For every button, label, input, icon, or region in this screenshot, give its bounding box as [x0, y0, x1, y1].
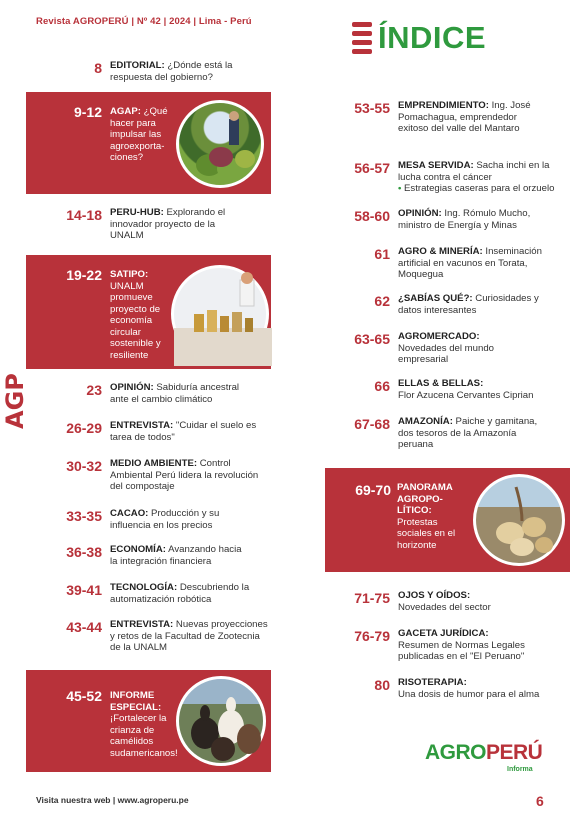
toc-entry-entrevista-zootecnia[interactable] [50, 619, 272, 654]
page-number: 67-68 [354, 416, 390, 432]
toc-entry-opinion[interactable] [50, 382, 260, 405]
page-number: 36-38 [66, 544, 102, 560]
products-photo [171, 265, 269, 363]
agp-side-logo [1, 343, 29, 429]
website-footer[interactable]: Visita nuestra web | www.agroperu.pe [36, 795, 189, 805]
entry-text: ECONOMÍA: Avanzando hacia la integración financiera [110, 544, 242, 567]
toc-entry-economia[interactable] [50, 544, 250, 567]
page-number: 8 [94, 60, 102, 76]
toc-entry-entrevista-suelo[interactable] [50, 420, 260, 443]
toc-entry-agro-mineria[interactable] [340, 246, 558, 281]
page-number: 69-70 [355, 482, 391, 498]
entry-text: ¿SABÍAS QUÉ?: Curiosidades y datos interesantes [398, 293, 539, 316]
toc-entry-ojos-oidos[interactable] [340, 590, 558, 613]
entry-text: AGRO & MINERÍA: Inseminación artificial en vacunos en Torata, Moquegua [398, 246, 542, 280]
potatoes-photo [473, 474, 565, 566]
toc-entry-cacao[interactable] [50, 508, 250, 531]
page-number: 80 [374, 677, 390, 693]
entry-text: INFORME ESPECIAL: ¡Fortalecer la crianza de camélidos sudamericanos! [110, 690, 178, 759]
toc-entry-sabias-que[interactable] [340, 293, 558, 316]
entry-text: MESA SERVIDA: Sacha inchi en la lucha contra el cáncer • Estrategias caseras para el orzuelo [398, 160, 555, 194]
llama-photo [176, 676, 266, 766]
toc-entry-mesa-servida[interactable] [340, 160, 558, 195]
page-number: 45-52 [66, 688, 102, 704]
toc-entry-opinion-mucho[interactable] [340, 208, 558, 231]
page-number: 56-57 [354, 160, 390, 176]
feature-box-satipo[interactable] [26, 255, 271, 369]
page-number: 61 [374, 246, 390, 262]
page-number: 76-79 [354, 628, 390, 644]
feature-box-agap[interactable] [26, 92, 271, 194]
page-number-footer: 6 [536, 793, 544, 809]
toc-entry-risoterapia[interactable] [340, 677, 578, 700]
page-number: 23 [86, 382, 102, 398]
entry-text: ENTREVISTA: Nuevas proyecciones y retos de la Facultad de Zootecnia de la UNALM [110, 619, 268, 653]
toc-entry-gaceta-juridica[interactable] [340, 628, 548, 663]
mango-photo [176, 100, 264, 188]
entry-text: ENTREVISTA: "Cuidar el suelo es tarea de todos" [110, 420, 257, 443]
page-number: 71-75 [354, 590, 390, 606]
index-heading [352, 20, 486, 54]
entry-text: EDITORIAL: ¿Dónde está la respuesta del gobierno? [110, 60, 233, 83]
entry-text: AMAZONÍA: Paiche y gamitana, dos tesoros de la Amazonía peruana [398, 416, 538, 450]
feature-box-informe-especial[interactable] [26, 670, 271, 772]
page-number: 9-12 [73, 104, 102, 120]
toc-entry-amazonia[interactable] [340, 416, 548, 451]
entry-text: OPINIÓN: Sabiduría ancestral ante el cambio climático [110, 382, 240, 405]
entry-text: AGROMERCADO: Novedades del mundo empresarial [398, 331, 495, 365]
entry-text: GACETA JURÍDICA: Resumen de Normas Legales publicadas en el "El Peruano" [398, 628, 525, 662]
page-number: 33-35 [66, 508, 102, 524]
entry-text: ELLAS & BELLAS: Flor Azucena Cervantes Ciprian [398, 378, 534, 401]
index-title: ÍNDICE [378, 19, 487, 55]
toc-entry-emprendimiento[interactable] [340, 100, 546, 135]
page-number: 63-65 [354, 331, 390, 347]
toc-entry-peru-hub[interactable] [50, 207, 242, 242]
page-number: 43-44 [66, 619, 102, 635]
page-number: 58-60 [354, 208, 390, 224]
page-number: 14-18 [66, 207, 102, 223]
entry-text: OPINIÓN: Ing. Rómulo Mucho, ministro de Energía y Minas [398, 208, 531, 231]
page-number: 62 [374, 293, 390, 309]
page-number: 26-29 [66, 420, 102, 436]
page-number: 66 [374, 378, 390, 394]
entry-text: EMPRENDIMIENTO: Ing. José Pomachagua, emprendedor exitoso del valle del Mantaro [398, 100, 531, 134]
entry-text: SATIPO: UNALM promueve proyecto de economía circular sostenible y resiliente [110, 269, 161, 361]
entry-text: CACAO: Producción y su influencia en los precios [110, 508, 220, 531]
toc-entry-medio-ambiente[interactable] [50, 458, 270, 493]
feature-box-panorama[interactable] [325, 468, 570, 572]
entry-text: RISOTERAPIA: Una dosis de humor para el alma [398, 677, 540, 700]
issue-line: Revista AGROPERÚ | Nº 42 | 2024 | Lima - Perú [36, 16, 252, 27]
page-number: 19-22 [66, 267, 102, 283]
list-icon [352, 22, 372, 54]
side-logo-text: AGP [1, 373, 29, 429]
page-number: 53-55 [354, 100, 390, 116]
page-number: 30-32 [66, 458, 102, 474]
page-number: 39-41 [66, 582, 102, 598]
toc-entry-ellas-bellas[interactable] [340, 378, 578, 401]
entry-text: AGAP: ¿Qué hacer para impulsar las agroexporta-ciones? [110, 106, 168, 163]
toc-entry-editorial[interactable] [60, 60, 240, 83]
agroperu-logo: AGROPERÚ Informa [425, 741, 543, 773]
entry-text: PERU-HUB: Explorando el innovador proyecto de la UNALM [110, 207, 226, 241]
entry-text: OJOS Y OÍDOS: Novedades del sector [398, 590, 491, 613]
toc-entry-tecnologia[interactable] [50, 582, 250, 605]
entry-text: PANORAMA AGROPO-LÍTICO: Protestas sociales en el horizonte [397, 482, 456, 551]
entry-text: TECNOLOGÍA: Descubriendo la automatización robótica [110, 582, 250, 605]
bullet-icon: • [398, 183, 402, 194]
toc-entry-agromercado[interactable] [340, 331, 518, 366]
entry-text: MEDIO AMBIENTE: Control Ambiental Perú lidera la revolución del compostaje [110, 458, 259, 492]
